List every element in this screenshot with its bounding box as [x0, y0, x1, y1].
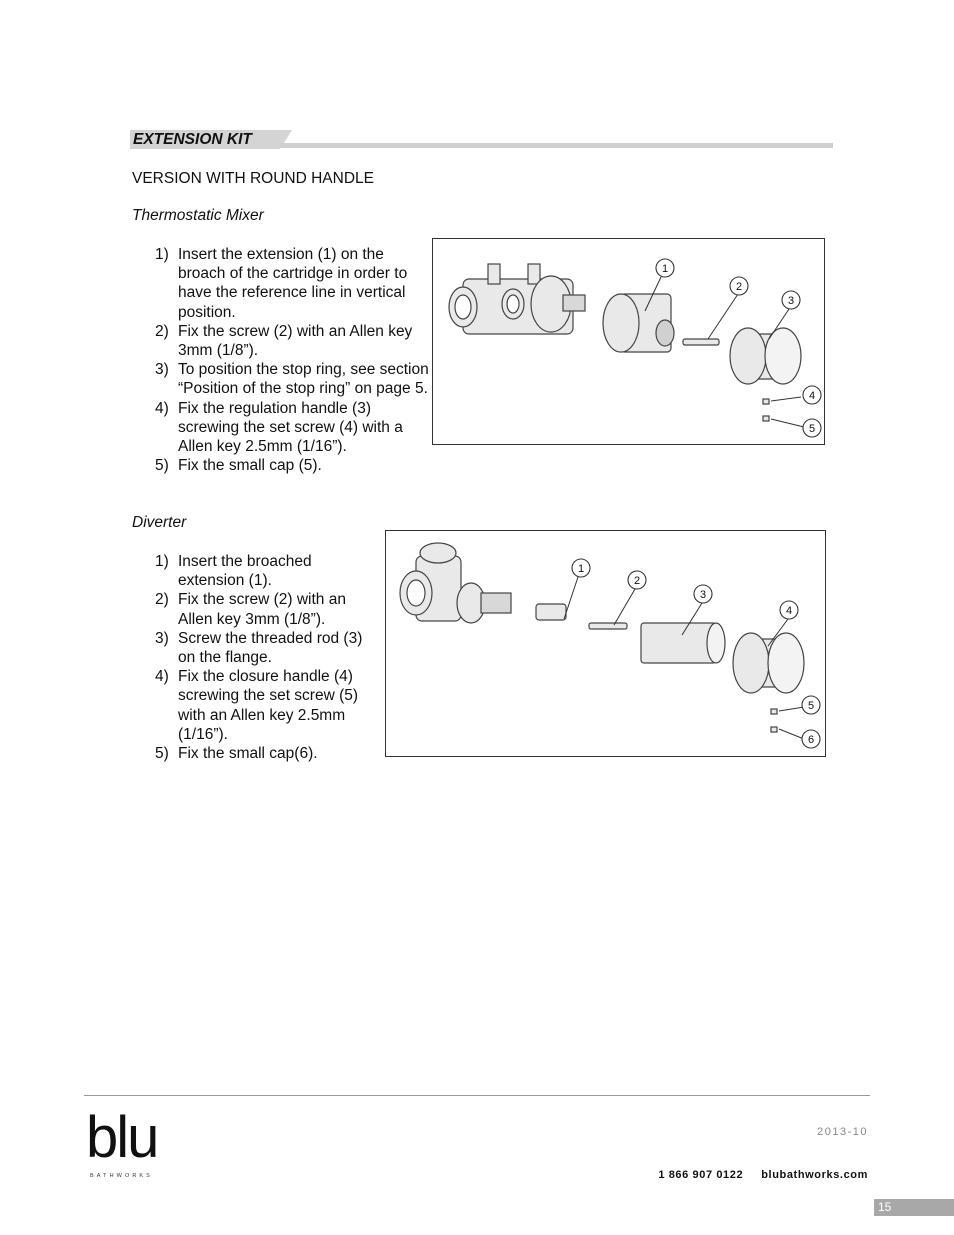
diverter-exploded-diagram — [385, 530, 826, 757]
thermostatic-steps — [155, 245, 433, 475]
diverter-steps — [155, 552, 373, 763]
diverter-stem — [481, 593, 511, 613]
callout-label: 2 — [735, 281, 743, 293]
callout-label: 3 — [787, 295, 795, 307]
valve-bracket — [488, 264, 500, 284]
callout-label: 1 — [577, 563, 585, 575]
screw-part — [683, 339, 719, 345]
diverter-step: 4) Fix the closure handle (4) screwing the set screw (5) with an Allen key 2.5mm (1/16”). — [155, 668, 359, 743]
thermostatic-step: 2) Fix the screw (2) with an Allen key 3mm (1/8”). — [155, 322, 413, 360]
threaded-rod — [641, 623, 716, 663]
diverter-set-screw — [771, 709, 777, 714]
brand-logo: blu — [86, 1105, 158, 1170]
footer-contact — [658, 1169, 868, 1181]
callout-label: 4 — [785, 605, 793, 617]
diverter-top-port — [420, 543, 456, 563]
diverter-step: 5) Fix the small cap(6). — [155, 745, 318, 763]
section-rule — [280, 143, 833, 148]
thermostatic-step: 3) To position the stop ring, see section “Position of the stop ring” on page 5. — [155, 361, 429, 398]
callout-label: 5 — [807, 700, 815, 712]
callout-label: 3 — [699, 589, 707, 601]
diverter-heading: Diverter — [132, 514, 187, 531]
thermostatic-heading: Thermostatic Mixer — [132, 207, 264, 224]
page-number: 15 — [874, 1199, 954, 1216]
document-date: 2013-10 — [817, 1126, 868, 1138]
callout-label: 4 — [808, 390, 816, 402]
section-title: EXTENSION KIT — [130, 130, 280, 149]
closure-handle — [733, 633, 769, 693]
cartridge-stem — [563, 295, 585, 311]
set-screw-part — [763, 399, 769, 404]
thermostatic-step: 1) Insert the extension (1) on the broach of the cartridge in order to have the reference line in vertical position. — [155, 246, 408, 321]
brand-logo-subtitle: BATHWORKS — [90, 1173, 153, 1179]
version-heading: VERSION WITH ROUND HANDLE — [132, 170, 374, 187]
handle-part — [730, 328, 766, 384]
diverter-step: 2) Fix the screw (2) with an Allen key 3mm (1/8”). — [155, 591, 346, 628]
diverter-step: 3) Screw the threaded rod (3) on the flange. — [155, 629, 363, 667]
thermostatic-step: 4) Fix the regulation handle (3) screwing the set screw (4) with a Allen key 2.5mm (1/16”). — [155, 399, 403, 456]
website-link[interactable]: blubathworks.com — [761, 1169, 868, 1181]
footer-rule — [84, 1095, 870, 1096]
small-cap-part — [763, 416, 769, 421]
broached-extension — [536, 604, 566, 620]
callout-label: 5 — [808, 423, 816, 435]
extension-face — [603, 294, 639, 352]
diverter-step: 1) Insert the broached extension (1). — [155, 553, 312, 590]
callout-label: 1 — [661, 263, 669, 275]
diverter-screw — [589, 623, 627, 629]
callout-label: 6 — [807, 734, 815, 746]
valve-bracket — [528, 264, 540, 284]
diverter-small-cap — [771, 727, 777, 732]
callout-label: 2 — [633, 575, 641, 587]
phone-number: 1 866 907 0122 — [658, 1169, 744, 1181]
thermostatic-step: 5) Fix the small cap (5). — [155, 457, 322, 475]
section-bar — [130, 130, 833, 150]
thermostatic-exploded-diagram — [432, 238, 825, 445]
